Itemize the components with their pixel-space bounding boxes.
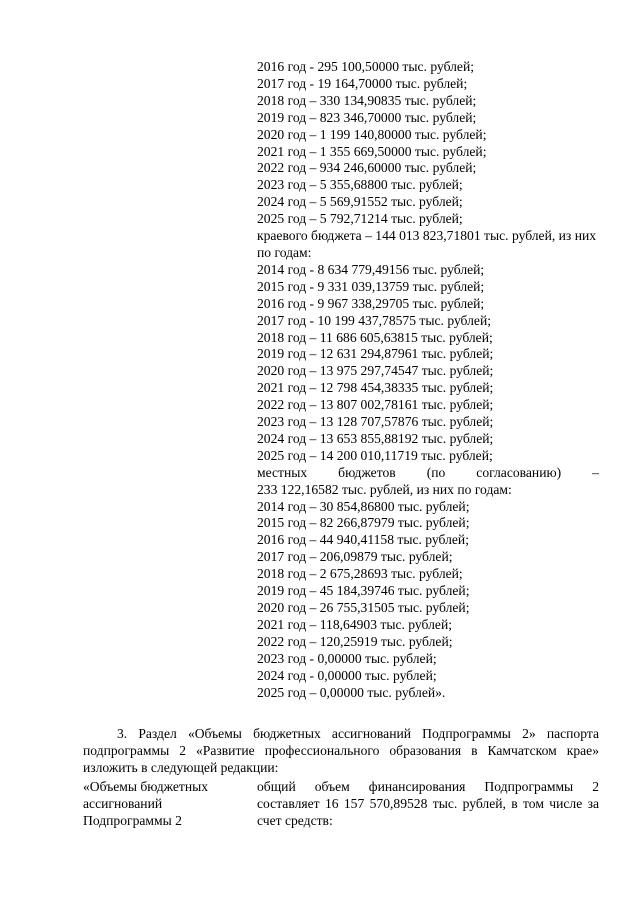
year-line: 2015 год - 9 331 039,13759 тыс. рублей; — [257, 278, 485, 294]
year-line: 2015 год – 82 266,87979 тыс. рублей; — [257, 515, 470, 531]
year-line: 2021 год – 12 798 454,38335 тыс. рублей; — [257, 380, 494, 396]
year-line: 2018 год – 11 686 605,63815 тыс. рублей; — [257, 329, 493, 345]
table-left-line: «Объемы бюджетных — [83, 779, 209, 794]
year-line: 2025 год – 0,00000 тыс. рублей». — [257, 684, 446, 700]
local-budget-header — [257, 465, 599, 482]
year-line: 2023 год – 5 355,68800 тыс. рублей; — [257, 177, 463, 193]
table-left-line: Подпрограммы 2 — [83, 813, 182, 828]
year-line: 2017 год - 10 199 437,78575 тыс. рублей; — [257, 312, 492, 328]
table-left-line: ассигнований — [83, 796, 163, 811]
header-word: местных — [257, 464, 308, 480]
year-line: 2016 год - 9 967 338,29705 тыс. рублей; — [257, 295, 485, 311]
year-line: 2025 год – 14 200 010,11719 тыс. рублей; — [257, 447, 493, 463]
year-line: 2020 год – 13 975 297,74547 тыс. рублей; — [257, 363, 494, 379]
year-line: 2022 год – 13 807 002,78161 тыс. рублей; — [257, 397, 494, 413]
regional-years-list — [257, 262, 599, 465]
year-line: 2019 год – 12 631 294,87961 тыс. рублей; — [257, 346, 494, 362]
funding-column — [257, 59, 599, 701]
regional-budget-header: краевого бюджета – 144 013 823,71801 тыс. рублей, из них по годам: — [257, 228, 597, 260]
year-line: 2021 год – 118,64903 тыс. рублей; — [257, 616, 452, 632]
header-word: бюджетов — [338, 464, 396, 480]
year-line: 2024 год – 13 653 855,88192 тыс. рублей; — [257, 430, 494, 446]
year-line: 2014 год – 30 854,86800 тыс. рублей; — [257, 498, 470, 514]
year-line: 2020 год – 1 199 140,80000 тыс. рублей; — [257, 126, 487, 142]
section-3-text: 3. Раздел «Объемы бюджетных ассигнований Подпрограммы 2» паспорта подпрограммы 2 «Развитие профессионального образования в Камчатском крае» изложить в следующей редакции: — [83, 726, 599, 775]
header-word: (по — [426, 464, 446, 480]
year-line: 2020 год – 26 755,31505 тыс. рублей; — [257, 600, 470, 615]
year-line: 2017 год – 206,09879 тыс. рублей; — [257, 549, 453, 565]
year-line: 2021 год – 1 355 669,50000 тыс. рублей; — [257, 143, 487, 159]
header-word: – — [592, 464, 599, 480]
year-line: 2022 год – 120,25919 тыс. рублей; — [257, 633, 453, 649]
table-right-cell: общий объем финансирования Подпрограммы 2 составляет 16 157 570,89528 тыс. рублей, в том числе за счет средств: — [257, 779, 599, 828]
year-line: 2016 год - 295 100,50000 тыс. рублей; — [257, 59, 475, 74]
year-line: 2024 год - 0,00000 тыс. рублей; — [257, 667, 437, 683]
year-line: 2023 год – 13 128 707,57876 тыс. рублей; — [257, 414, 494, 430]
local-years-list — [257, 499, 599, 702]
year-line: 2022 год – 934 246,60000 тыс. рублей; — [257, 160, 477, 176]
federal-years-list — [257, 59, 599, 228]
year-line: 2016 год – 44 940,41158 тыс. рублей; — [257, 532, 469, 548]
table-left-cell — [83, 778, 243, 829]
year-line: 2018 год – 330 134,90835 тыс. рублей; — [257, 92, 477, 108]
year-line: 2024 год – 5 569,91552 тыс. рублей; — [257, 194, 463, 210]
year-line: 2017 год - 19 164,70000 тыс. рублей; — [257, 75, 468, 91]
year-line: 2025 год – 5 792,71214 тыс. рублей; — [257, 211, 463, 227]
section-3-paragraph — [83, 725, 599, 776]
year-line: 2018 год – 2 675,28693 тыс. рублей; — [257, 566, 463, 582]
year-line: 2019 год – 823 346,70000 тыс. рублей; — [257, 109, 477, 125]
year-line: 2019 год – 45 184,39746 тыс. рублей; — [257, 583, 470, 599]
local-budget-total: 233 122,16582 тыс. рублей, из них по годам: — [257, 481, 512, 497]
header-word: согласованию) — [476, 464, 562, 480]
year-line: 2023 год - 0,00000 тыс. рублей; — [257, 650, 437, 666]
year-line: 2014 год - 8 634 779,49156 тыс. рублей; — [257, 261, 485, 277]
